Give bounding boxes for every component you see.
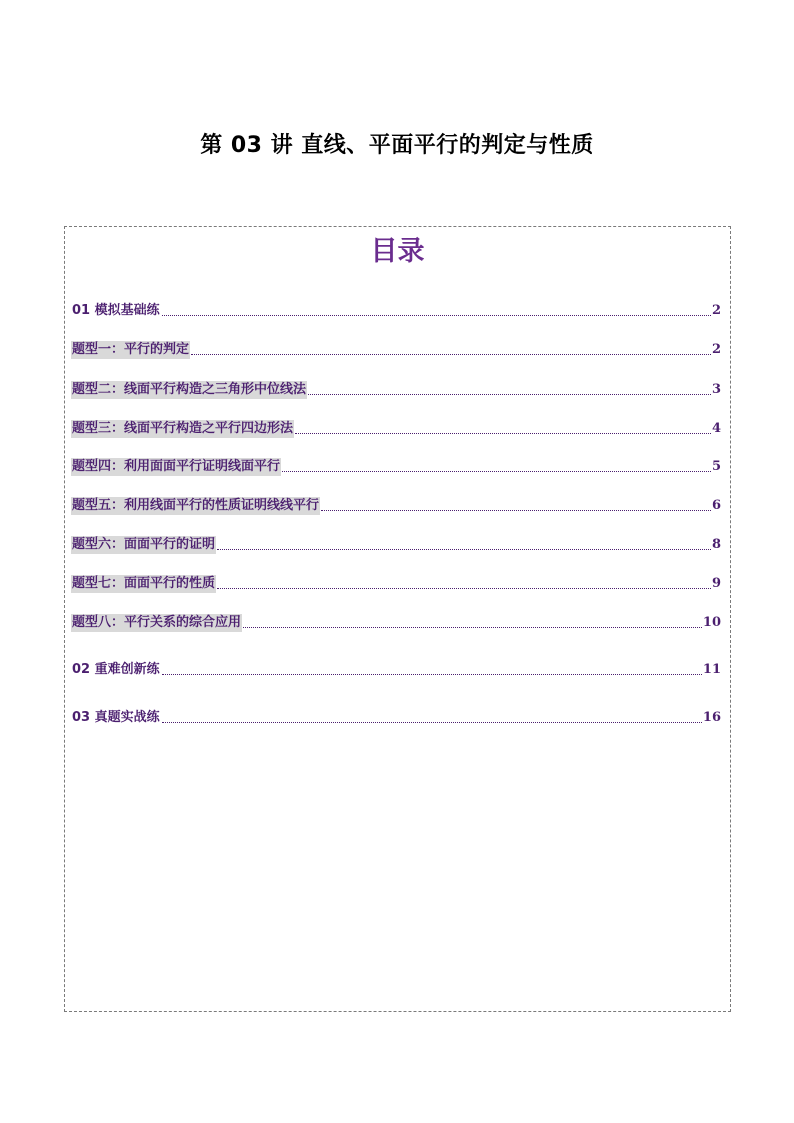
toc-entry-type-1[interactable] (71, 339, 721, 359)
toc-entry-label: 题型七：面面平行的性质 (72, 576, 216, 591)
toc-entry-type-8[interactable] (71, 612, 721, 632)
toc-entry-type-7[interactable] (71, 573, 721, 593)
toc-dot-leader (243, 626, 702, 628)
toc-entry-type-4[interactable] (71, 456, 721, 476)
toc-entry-type-3[interactable] (71, 418, 721, 438)
toc-entry-page: 10 (702, 615, 721, 630)
toc-entry-page: 8 (711, 537, 721, 552)
toc-heading: 目录 (370, 236, 425, 267)
toc-entry-page: 5 (711, 459, 721, 474)
toc-dot-leader (162, 314, 711, 316)
toc-entry-type-5[interactable] (71, 495, 721, 515)
toc-entry-label: 题型五：利用线面平行的性质证明线线平行 (72, 498, 320, 513)
toc-dot-leader (308, 393, 711, 395)
toc-entry-label: 题型四：利用面面平行证明线面平行 (72, 459, 281, 474)
toc-entry-page: 6 (711, 498, 721, 513)
toc-entry-label: 03 真题实战练 (72, 710, 160, 725)
toc-entry-label: 题型三：线面平行构造之平行四边形法 (72, 421, 294, 436)
toc-dot-leader (321, 509, 711, 511)
toc-entry-difficult-innovation[interactable] (71, 659, 721, 679)
toc-dot-leader (217, 548, 711, 550)
toc-entry-label: 02 重难创新练 (72, 662, 160, 677)
toc-entry-label: 题型八：平行关系的综合应用 (72, 615, 242, 630)
table-of-contents (64, 226, 731, 1012)
toc-entry-label: 01 模拟基础练 (72, 303, 160, 318)
toc-entry-page: 9 (711, 576, 721, 591)
toc-dot-leader (162, 673, 702, 675)
toc-dot-leader (282, 470, 711, 472)
toc-dot-leader (295, 432, 711, 434)
toc-dot-leader (217, 587, 711, 589)
toc-entry-type-2[interactable] (71, 379, 721, 399)
toc-entry-simulation-basics[interactable] (71, 300, 721, 320)
toc-entry-page: 2 (711, 342, 721, 357)
toc-entry-label: 题型二：线面平行构造之三角形中位线法 (72, 382, 307, 397)
toc-entry-page: 3 (711, 382, 721, 397)
toc-entry-label: 题型六：面面平行的证明 (72, 537, 216, 552)
toc-entry-page: 16 (702, 710, 721, 725)
toc-entry-label: 题型一：平行的判定 (72, 342, 190, 357)
toc-entry-page: 11 (702, 662, 721, 677)
toc-entry-type-6[interactable] (71, 534, 721, 554)
toc-entry-page: 4 (711, 421, 721, 436)
toc-entry-real-exam[interactable] (71, 707, 721, 727)
toc-entry-page: 2 (711, 303, 721, 318)
toc-dot-leader (191, 353, 711, 355)
toc-dot-leader (162, 721, 702, 723)
page-title: 第 03 讲 直线、平面平行的判定与性质 (200, 133, 594, 158)
